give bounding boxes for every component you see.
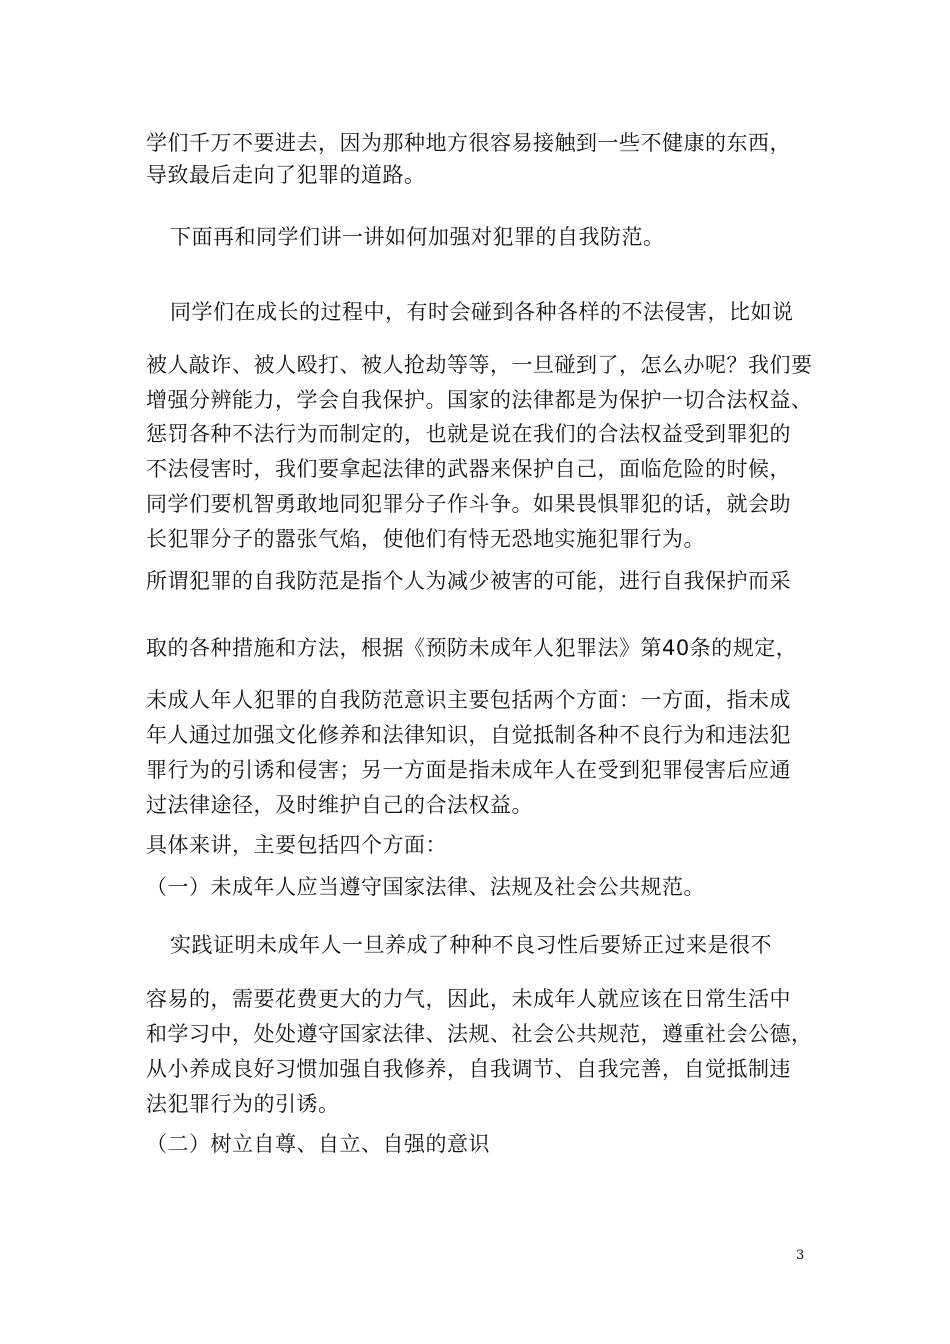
text-line: 惩罚各种不法行为而制定的，也就是说在我们的合法权益受到罪犯的 bbox=[146, 422, 791, 446]
text-line: 同学们在成长的过程中，有时会碰到各种各样的不法侵害，比如说 bbox=[170, 300, 794, 324]
text-line: 不法侵害时，我们要拿起法律的武器来保护自己，面临危险的时候， bbox=[146, 457, 791, 481]
text-line: 具体来讲，主要包括四个方面： bbox=[146, 833, 447, 857]
text-line: 增强分辨能力，学会自我保护。国家的法律都是为保护一切合法权益、 bbox=[146, 388, 813, 412]
text-line: 所谓犯罪的自我防范是指个人为减少被害的可能，进行自我保护而采 bbox=[146, 569, 791, 593]
text-line: 从小养成良好习惯加强自我修养，自我调节、自我完善，自觉抵制违 bbox=[146, 1057, 791, 1081]
text-line: 导致最后走向了犯罪的道路。 bbox=[146, 163, 426, 187]
text-line: 未成人年人犯罪的自我防范意识主要包括两个方面：一方面，指未成 bbox=[146, 688, 791, 712]
text-line: 年人通过加强文化修养和法律知识，自觉抵制各种不良行为和违法犯 bbox=[146, 723, 791, 747]
text-line: 法犯罪行为的引诱。 bbox=[146, 1092, 340, 1116]
text-line: 同学们要机智勇敢地同犯罪分子作斗争。如果畏惧罪犯的话，就会助 bbox=[146, 492, 791, 516]
text-line: 实践证明未成年人一旦养成了种种不良习性后要矫正过来是很不 bbox=[170, 933, 772, 957]
text-line: 容易的，需要花费更大的力气，因此，未成年人就应该在日常生活中 bbox=[146, 987, 791, 1011]
text-line: 罪行为的引诱和侵害；另一方面是指未成年人在受到犯罪侵害后应通 bbox=[146, 758, 791, 782]
text-line: 取的各种措施和方法，根据《预防未成年人犯罪法》第40条的规定， bbox=[146, 636, 798, 660]
page-number: 3 bbox=[796, 1248, 805, 1263]
section-heading: （二）树立自尊、自立、自强的意识 bbox=[146, 1132, 490, 1156]
text-line: 被人敲诈、被人殴打、被人抢劫等等，一旦碰到了，怎么办呢？我们要 bbox=[146, 353, 813, 377]
section-heading: （一）未成年人应当遵守国家法律、法规及社会公共规范。 bbox=[146, 875, 705, 899]
text-line: 下面再和同学们讲一讲如何加强对犯罪的自我防范。 bbox=[170, 225, 665, 249]
text-line: 学们千万不要进去，因为那种地方很容易接触到一些不健康的东西， bbox=[146, 131, 791, 155]
text-line: 过法律途径，及时维护自己的合法权益。 bbox=[146, 793, 533, 817]
text-line: 和学习中，处处遵守国家法律、法规、社会公共规范，遵重社会公德， bbox=[146, 1022, 813, 1046]
text-line: 长犯罪分子的嚣张气焰，使他们有恃无恐地实施犯罪行为。 bbox=[146, 527, 705, 551]
